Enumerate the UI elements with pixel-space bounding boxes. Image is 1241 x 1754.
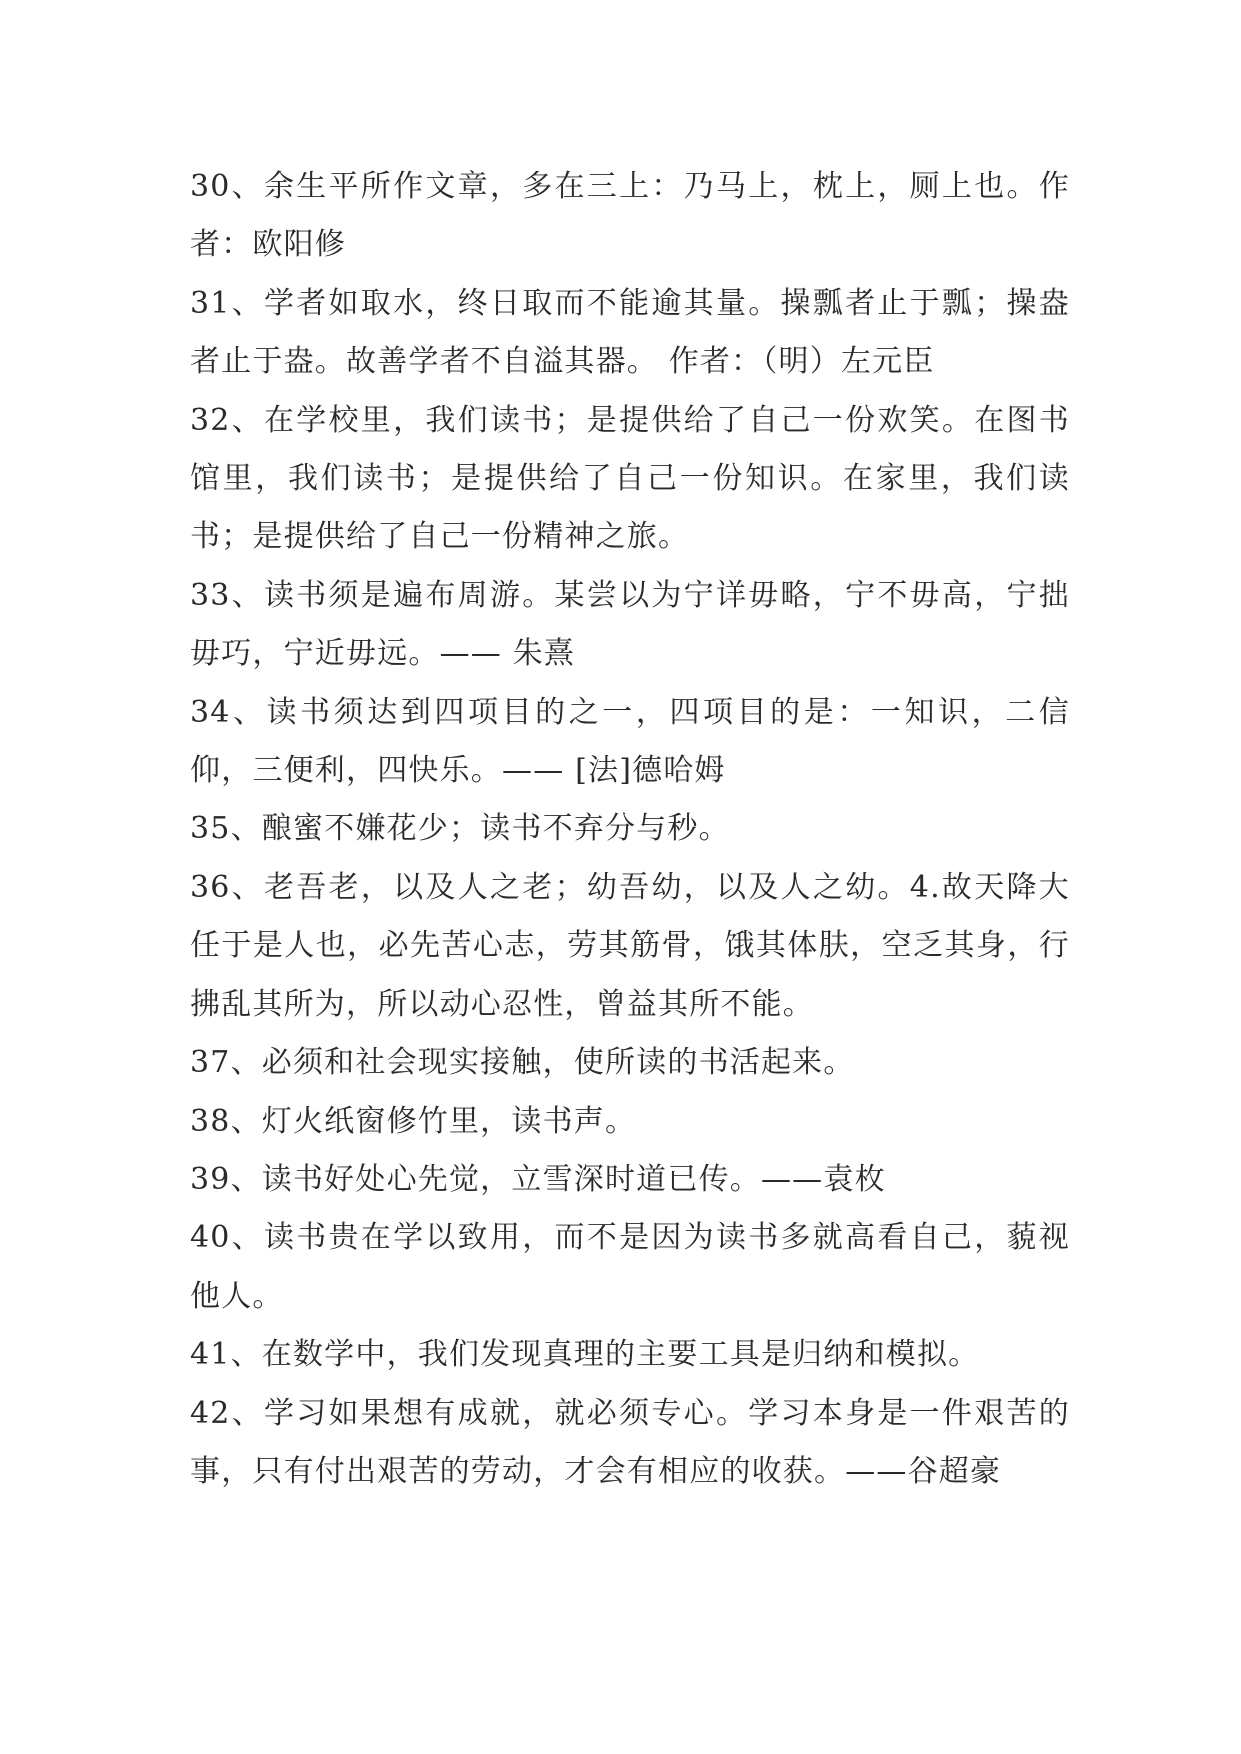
quote-entry-36: 36、老吾老，以及人之老；幼吾幼，以及人之幼。4.故天降大任于是人也，必先苦心志，劳其筋骨，饿其体肤，空乏其身，行拂乱其所为，所以动心忍性，曾益其所不能。 (190, 869, 1070, 1022)
quote-entry-38: 38、灯火纸窗修竹里，读书声。 (190, 1103, 637, 1139)
quote-entry-34: 34、读书须达到四项目的之一，四项目的是：一知识，二信仰，三便利，四快乐。—— [法]德哈姆 (190, 694, 1070, 789)
quote-entry-37: 37、必须和社会现实接触，使所读的书活起来。 (190, 1045, 855, 1081)
quote-entry-33: 33、读书须是遍布周游。某尝以为宁详毋略，宁不毋高，宁拙毋巧，宁近毋远。—— 朱熹 (190, 577, 1070, 672)
quote-entry-31: 31、学者如取水，终日取而不能逾其量。操瓢者止于瓢；操盎者止于盎。故善学者不自溢其器。 作者：（明）左元臣 (190, 285, 1070, 380)
quote-entry-41: 41、在数学中，我们发现真理的主要工具是归纳和模拟。 (190, 1337, 980, 1373)
quote-entry-35: 35、酿蜜不嫌花少；读书不弃分与秒。 (190, 811, 730, 847)
quote-entry-32: 32、在学校里，我们读书；是提供给了自己一份欢笑。在图书馆里，我们读书；是提供给了自己一份知识。在家里，我们读书；是提供给了自己一份精神之旅。 (190, 402, 1070, 555)
quote-list (190, 158, 1070, 1501)
quote-entry-39: 39、读书好处心先觉，立雪深时道已传。——袁枚 (190, 1161, 886, 1197)
quote-entry-40: 40、读书贵在学以致用，而不是因为读书多就高看自己，藐视他人。 (190, 1220, 1070, 1314)
quote-entry-42: 42、学习如果想有成就，就必须专心。学习本身是一件艰苦的事，只有付出艰苦的劳动，才会有相应的收获。——谷超豪 (190, 1395, 1070, 1489)
quote-entry-30: 30、余生平所作文章，多在三上：乃马上，枕上，厕上也。作者：欧阳修 (190, 169, 1070, 263)
